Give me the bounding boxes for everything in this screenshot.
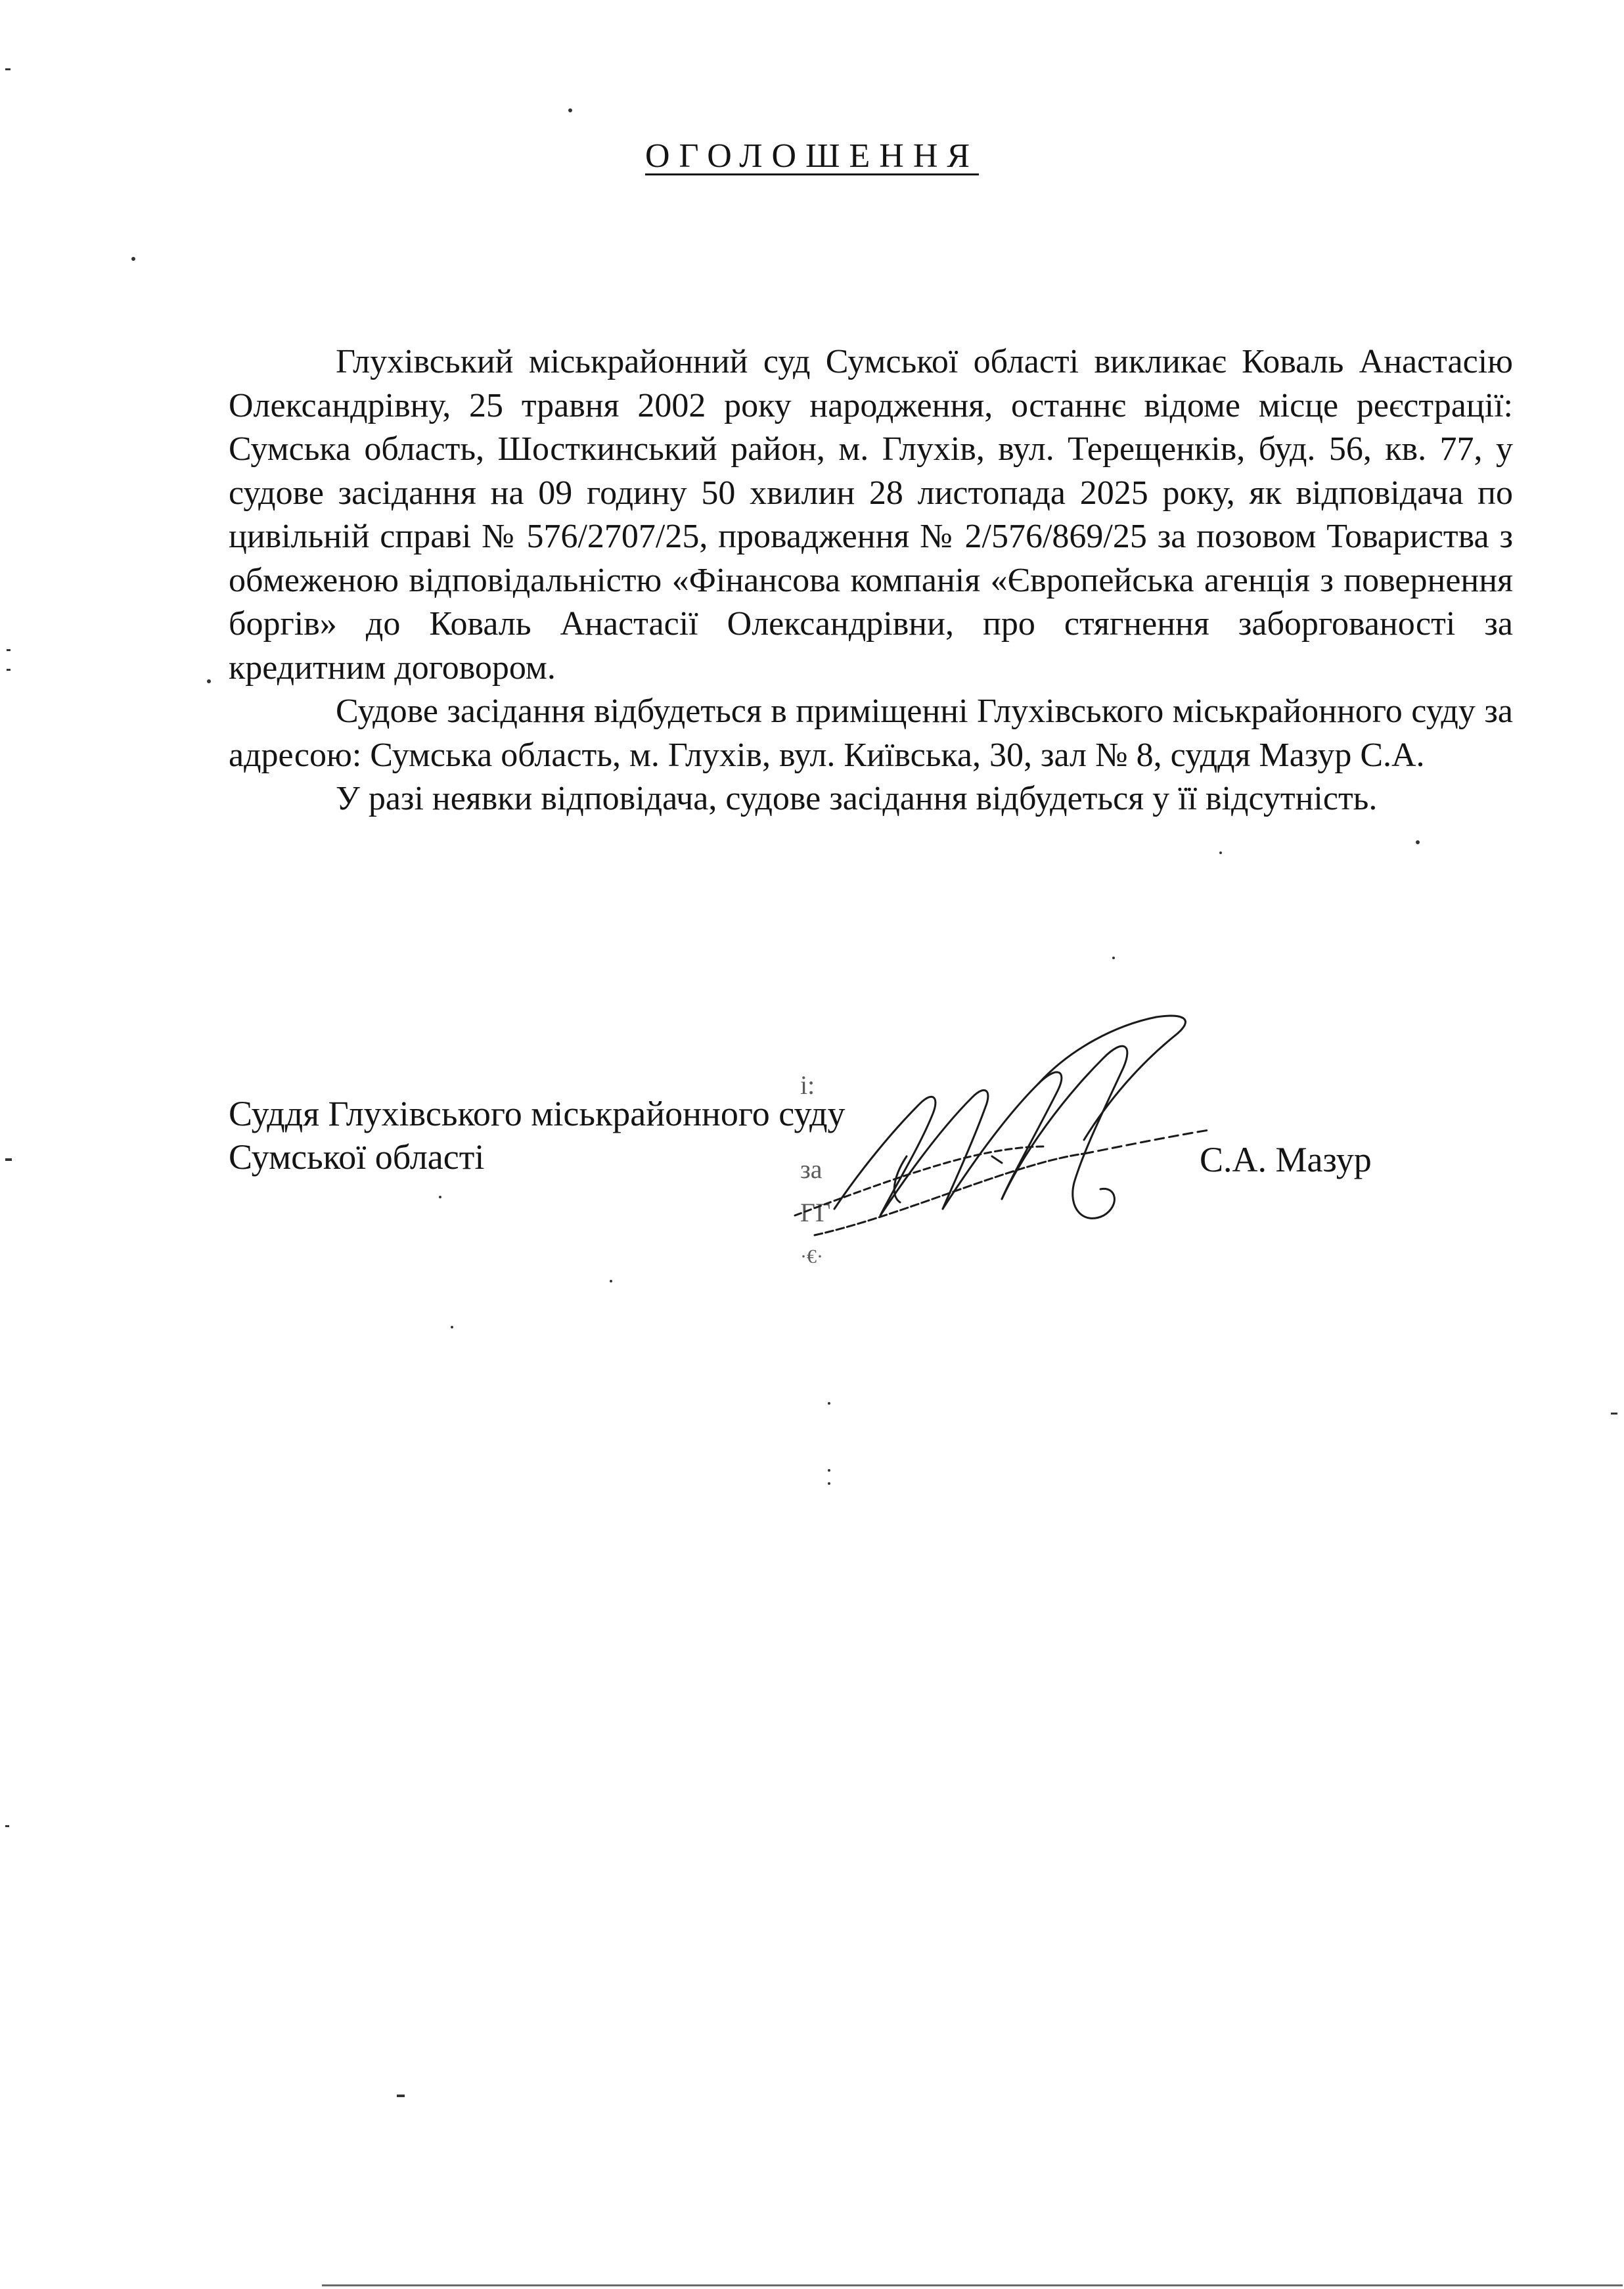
signer-name: С.А. Мазур xyxy=(1200,1140,1372,1179)
document-title: ОГОЛОШЕННЯ xyxy=(644,137,980,175)
stamp-fragment-4: ·€· xyxy=(800,1246,823,1267)
paragraph-venue: Судове засідання відбудеться в приміщенні Глухівського міськрайонного суду за адресою: Сумська область, м. Глухів, вул. Київська, 30, зал № 8, суддя Мазур С.А. xyxy=(229,692,1513,774)
paragraph-absence: У разі неявки відповідача, судове засідання відбудеться у її відсутність. xyxy=(336,780,1378,817)
signer-position-line1: Суддя Глухівського міськрайонного суду xyxy=(229,1094,846,1133)
stamp-fragment-2: за xyxy=(800,1154,823,1184)
paragraph-summons: Глухівський міськрайонний суд Сумської області викликає Коваль Анастасію Олександрівну, 25 травня 2002 року народження, останнє відоме місце реєстрації: Сумська область, Шосткинський район, м. Глухів, вул. Терещенків, буд. 56, кв. 77, у судове засідання на 09 годину 50 хвилин 28 листопада 2025 року, як відповідача по цивільній справі № 576/2707/25, провадження № 2/576/869/25 за позовом Товариства з обмеженою відповідальністю «Фінансова компанія «Європейська агенція з повернення боргів» до Коваль Анастасії Олександрівни, про стягнення заборгованості за кредитним договором. xyxy=(229,343,1513,687)
stamp-fragment-3: ГГ xyxy=(800,1198,831,1227)
signer-position-line2: Сумської області xyxy=(229,1137,485,1177)
stamp-fragment-1: і: xyxy=(800,1070,815,1100)
